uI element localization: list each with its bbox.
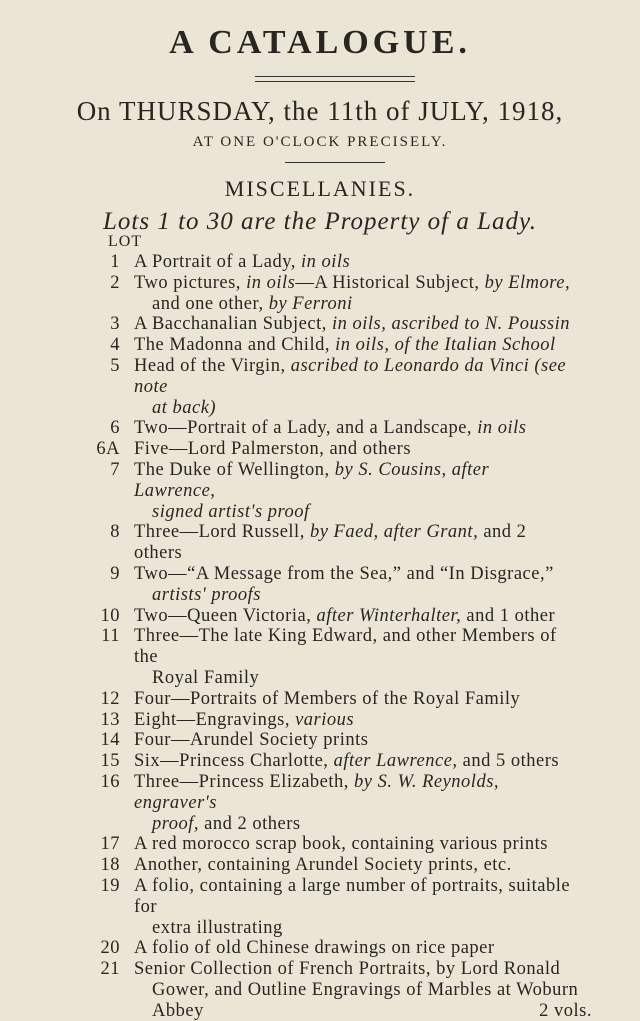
lot-item [0, 938, 640, 959]
lot-item-continuation [0, 585, 640, 606]
lot-text-roman: Four—Portraits of Members of the Royal Family [134, 688, 521, 709]
lot-item-continuation [0, 294, 640, 315]
lot-description [134, 855, 574, 876]
lot-description [134, 398, 592, 419]
lot-description [134, 439, 574, 460]
lot-number [0, 668, 134, 689]
lot-text-roman: The Madonna and Child, [134, 335, 336, 356]
lot-text-italic: various [295, 709, 355, 730]
lot-text-italic: artists' proofs [152, 584, 261, 605]
lot-text-italic: ascribed to Leonardo da Vinci (see note [134, 355, 567, 397]
lot-number [0, 918, 134, 939]
lot-description [134, 626, 574, 668]
lot-description [134, 273, 574, 294]
lot-text-roman: A folio, containing a large number of portraits, suitable for [134, 875, 571, 917]
lot-item [0, 522, 640, 564]
header-divider [285, 162, 385, 163]
lot-item [0, 356, 640, 398]
lot-text-italic: in oils [477, 418, 527, 439]
lot-description [134, 980, 592, 1001]
lot-description [134, 585, 592, 606]
lot-description [134, 335, 574, 356]
property-note: Lots 1 to 30 are the Property of a Lady. [103, 208, 537, 235]
lot-item [0, 959, 640, 980]
lot-item-continuation [0, 814, 640, 835]
lot-text-roman: Three—Princess Elizabeth, [134, 771, 355, 792]
lot-text-roman: Five—Lord Palmerston, and others [134, 439, 412, 460]
lot-text-roman: Abbey [152, 1000, 204, 1021]
lot-item [0, 834, 640, 855]
lot-description [134, 876, 574, 918]
lot-item [0, 626, 640, 668]
lot-number: 2 [110, 272, 120, 293]
lot-text-italic: after Winterhalter, [316, 605, 462, 626]
lot-item [0, 252, 640, 273]
lot-description [134, 834, 574, 855]
lot-number [0, 814, 134, 835]
lot-number: 20 [100, 938, 120, 959]
lot-item [0, 772, 640, 814]
lot-text-italic: in oils, of the Italian School [335, 335, 556, 356]
lot-text-italic: in oils [246, 272, 296, 293]
lot-number [0, 398, 134, 419]
lot-description [134, 751, 574, 772]
lot-text-italic: by Ferroni [268, 293, 353, 314]
lot-description [134, 418, 574, 439]
lot-text-roman: The Duke of Wellington, [134, 459, 335, 480]
sale-date: On THURSDAY, the 11th of JULY, 1918, [76, 96, 564, 126]
lot-description [134, 772, 574, 814]
lot-text-roman: Six—Princess Charlotte, [134, 751, 334, 772]
lot-text-roman: Head of the Virgin, [134, 355, 291, 376]
lot-text-roman: and 2 others [134, 522, 527, 564]
lot-description [134, 730, 574, 751]
lot-volumes: 2 vols. [539, 1000, 592, 1021]
lot-description [134, 1001, 592, 1021]
lot-description [134, 294, 592, 315]
lot-number [0, 585, 134, 606]
lot-text-italic: after Lawrence, [333, 751, 458, 772]
lot-description [134, 460, 574, 502]
lot-number: 14 [100, 730, 120, 751]
lot-item-continuation [0, 398, 640, 419]
lot-number: 17 [100, 834, 120, 855]
title-divider [255, 76, 415, 82]
lot-text-roman: —A Historical Subject, [295, 272, 485, 293]
lot-number: 10 [100, 605, 120, 626]
lot-number [0, 1001, 134, 1021]
lot-item [0, 730, 640, 751]
lot-description [134, 502, 592, 523]
lot-number: 3 [110, 314, 120, 335]
lot-text-italic: by Elmore, [484, 272, 571, 293]
catalogue-title: A CATALOGUE. [169, 24, 471, 61]
lot-text-roman: Two pictures, [134, 272, 247, 293]
lot-description [134, 710, 574, 731]
lot-description [134, 918, 592, 939]
lot-number: 9 [110, 563, 120, 584]
lot-item-continuation [0, 980, 640, 1001]
lot-text-roman: and one other, [152, 293, 269, 314]
lot-text-roman: Four—Arundel Society prints [134, 730, 369, 751]
section-heading: MISCELLANIES. [224, 176, 416, 201]
lot-number [0, 502, 134, 523]
lot-item [0, 564, 640, 585]
lot-item [0, 273, 640, 294]
lot-text-italic: proof, [152, 813, 200, 834]
lot-item [0, 460, 640, 502]
lot-item [0, 606, 640, 627]
lot-item [0, 418, 640, 439]
lot-description [134, 938, 574, 959]
lot-description [134, 606, 574, 627]
lot-number: 6 [110, 418, 120, 439]
lot-text-roman: Three—The late King Edward, and other Members of the [134, 626, 557, 668]
lot-item-continuation [0, 918, 640, 939]
lot-text-roman: and 2 others [199, 813, 301, 834]
lot-number: 15 [100, 751, 120, 772]
lot-number: 18 [100, 855, 120, 876]
lot-text-roman: Gower, and Outline Engravings of Marbles at Woburn [152, 979, 579, 1000]
lot-number: 16 [100, 771, 120, 792]
lot-number: 1 [110, 252, 120, 272]
lot-description [134, 689, 574, 710]
lot-item [0, 855, 640, 876]
lot-text-italic: by S. Cousins, after Lawrence, [134, 459, 490, 501]
lot-text-roman: extra illustrating [152, 917, 283, 938]
lot-item [0, 439, 640, 460]
lot-text-roman: and 1 other [461, 605, 556, 626]
lot-text-roman: and 5 others [457, 751, 560, 772]
lot-description [134, 668, 592, 689]
lot-text-roman: Another, containing Arundel Society prints, etc. [134, 855, 512, 876]
lot-text-roman: Royal Family [152, 667, 260, 688]
lot-item-continuation [0, 502, 640, 523]
lot-description [134, 564, 574, 585]
lot-description [134, 959, 574, 980]
lot-text-italic: in oils [301, 252, 351, 272]
lot-text-italic: at back) [152, 397, 217, 418]
lot-number: 13 [100, 709, 120, 730]
lot-number [0, 980, 134, 1001]
lot-number: 4 [110, 335, 120, 356]
lot-item [0, 710, 640, 731]
lot-text-roman: Three—Lord Russell, [134, 522, 310, 543]
lot-item-continuation [0, 668, 640, 689]
lot-number: 5 [110, 355, 120, 376]
lot-number: 19 [100, 875, 120, 896]
lot-number: 6A [96, 439, 120, 460]
lot-text-roman: Two—Queen Victoria, [134, 605, 317, 626]
lot-column-label: LOT [108, 233, 143, 250]
sale-time: AT ONE O'CLOCK PRECISELY. [192, 134, 448, 150]
lot-list [0, 252, 640, 1021]
lot-text-roman: Senior Collection of French Portraits, by Lord Ronald [134, 959, 561, 980]
lot-description [134, 814, 592, 835]
lot-number: 12 [100, 688, 120, 709]
lot-text-roman: A Bacchanalian Subject, [134, 314, 332, 335]
lot-description [134, 314, 574, 335]
lot-text-roman: Two—Portrait of a Lady, and a Landscape, [134, 418, 478, 439]
lot-item-continuation [0, 1001, 640, 1021]
lot-text-roman: Eight—Engravings, [134, 709, 296, 730]
lot-text-italic: in oils, ascribed to N. Poussin [331, 314, 570, 335]
lot-text-roman: A folio of old Chinese drawings on rice paper [134, 938, 495, 959]
lot-item [0, 689, 640, 710]
lot-number: 21 [100, 959, 120, 980]
lot-number: 8 [110, 522, 120, 543]
lot-item [0, 751, 640, 772]
lot-number [0, 294, 134, 315]
lot-text-roman: Two—“A Message from the Sea,” and “In Disgrace,” [134, 563, 554, 584]
lot-item [0, 335, 640, 356]
lot-description [134, 356, 574, 398]
lot-description [134, 252, 574, 273]
lot-text-italic: signed artist's proof [152, 501, 310, 522]
lot-text-roman: A Portrait of a Lady, [134, 252, 302, 272]
lot-text-roman: A red morocco scrap book, containing various prints [134, 834, 548, 855]
lot-number: 11 [101, 626, 120, 647]
lot-item [0, 314, 640, 335]
lot-item [0, 876, 640, 918]
lot-text-italic: by S. W. Reynolds, engraver's [134, 771, 500, 813]
lot-text-italic: by Faed, after Grant, [309, 522, 479, 543]
lot-number: 7 [110, 459, 120, 480]
lot-description [134, 522, 574, 564]
